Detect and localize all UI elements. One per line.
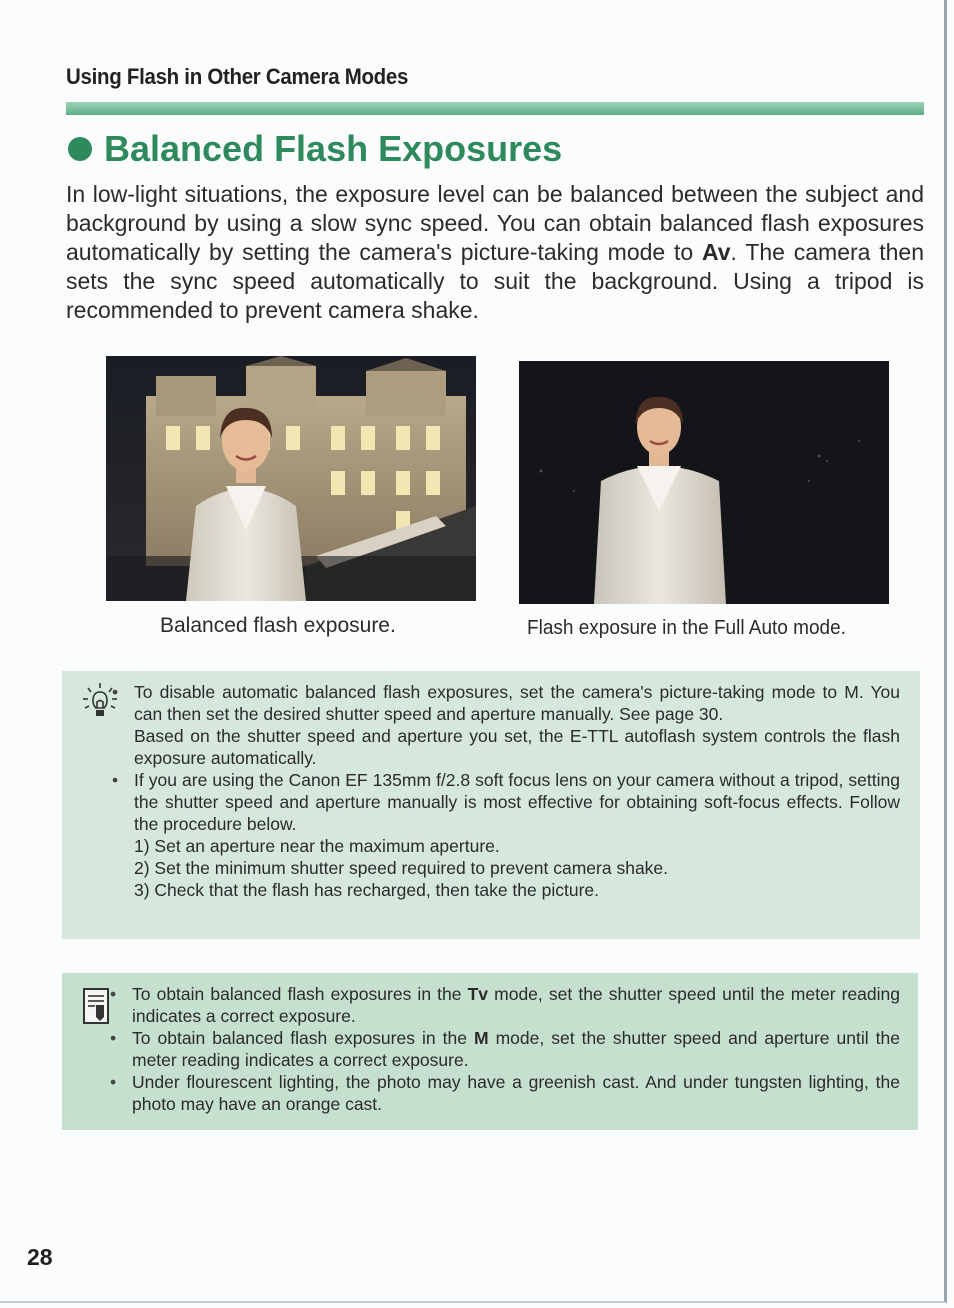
note-item — [132, 983, 900, 1027]
tip-item: • If you are using the Canon EF 135mm f/2.8 soft focus lens on your camera without a tripod, setting the shutter speed and aperture manually is most effective for obtaining soft-focus effects. Follow the procedure below. — [134, 769, 900, 835]
full-auto-photo — [519, 361, 889, 604]
note-item: • Under flourescent lighting, the photo may have a greenish cast. And under tungsten lighting, the photo may have an orange cast. — [132, 1071, 900, 1115]
intro-paragraph — [66, 180, 924, 325]
balanced-flash-caption: Balanced flash exposure. — [160, 614, 396, 637]
page-heading — [68, 128, 562, 170]
av-mode-label: Av — [701, 239, 731, 265]
page-number: 28 — [27, 1244, 53, 1270]
note-item-text: mode, set the shutter speed until the meter reading indicates a correct exposure. — [132, 984, 901, 1026]
tip-item: • To disable automatic balanced flash exposures, set the camera's picture-taking mode to M. You can then set the desired shutter speed and aperture manually. See page 30. — [134, 681, 900, 725]
heading-bullet-icon — [68, 137, 92, 161]
memo-icon — [82, 987, 112, 1032]
tip-step: 1) Set an aperture near the maximum aperture. — [134, 836, 500, 856]
note-box — [62, 973, 918, 1130]
note-item — [132, 1027, 900, 1071]
heading-text: Balanced Flash Exposures — [104, 128, 563, 169]
intro-text-2: . The camera then sets the sync speed automatically to suit the background. Using a tripod is recommended to prevent camera shake. — [66, 239, 924, 323]
tip-list — [134, 681, 900, 901]
tv-mode-label: Tv — [467, 984, 489, 1004]
note-item-text: To obtain balanced flash exposures in the — [132, 1028, 474, 1048]
full-auto-caption: Flash exposure in the Full Auto mode. — [527, 617, 846, 639]
tip-item: Based on the shutter speed and aperture you set, the E-TTL autoflash system controls the flash exposure automatically. — [134, 726, 900, 768]
header-rule — [66, 102, 924, 115]
tip-step: 3) Check that the flash has recharged, then take the picture. — [134, 880, 599, 900]
note-item-text: mode, set the shutter speed and aperture until the meter reading indicates a correct exposure. — [132, 1028, 900, 1070]
note-item-text: To obtain balanced flash exposures in the — [132, 984, 468, 1004]
tip-box — [62, 671, 920, 939]
intro-text-1: In low-light situations, the exposure level can be balanced between the subject and background by using a slow sync speed. You can obtain balanced flash exposures automatically by setting the camera's picture-taking mode to — [66, 181, 924, 265]
tip-step: 2) Set the minimum shutter speed required to prevent camera shake. — [134, 858, 669, 878]
section-title: Using Flash in Other Camera Modes — [66, 64, 409, 89]
balanced-flash-photo — [106, 356, 476, 601]
note-list — [132, 983, 900, 1115]
m-mode-label: M — [473, 1028, 489, 1048]
